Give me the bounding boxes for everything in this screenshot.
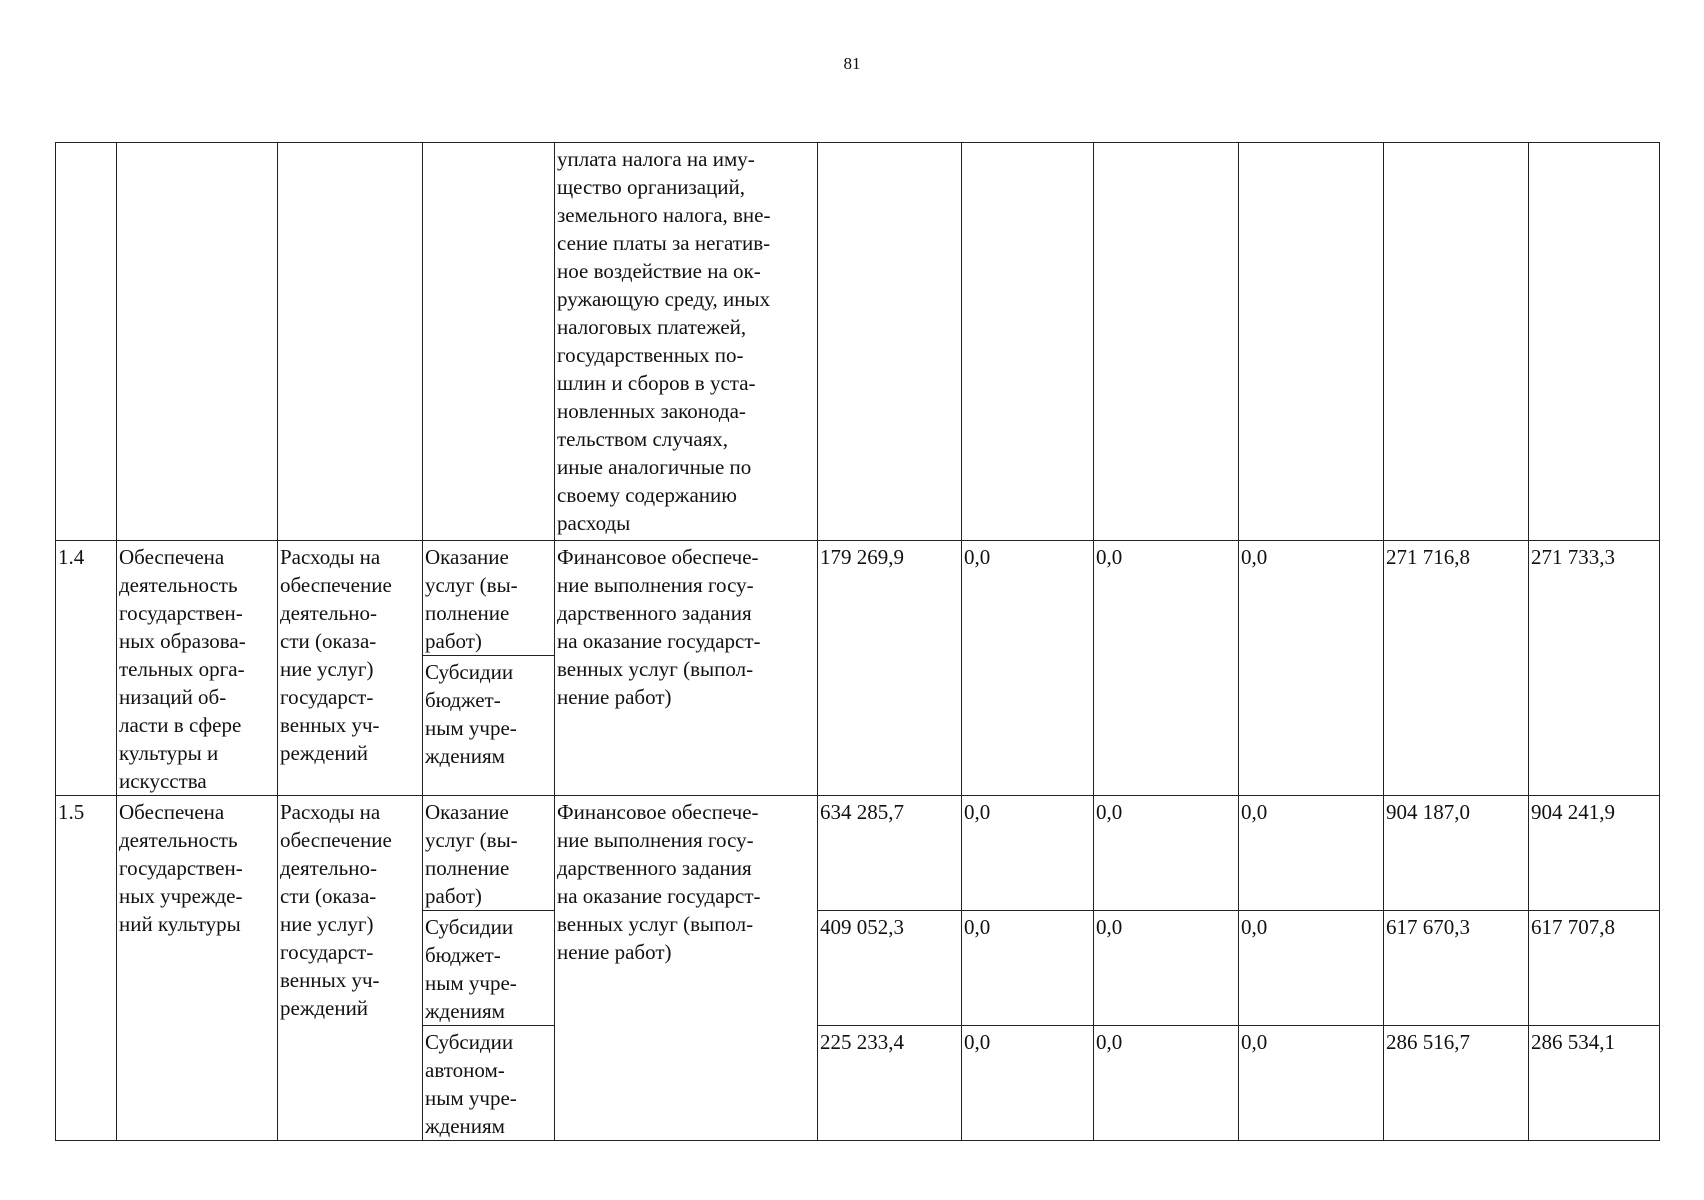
table-row	[56, 541, 1660, 656]
cell-value: 0,0	[1094, 911, 1239, 1026]
budget-table	[55, 142, 1660, 1141]
page-number: 81	[843, 54, 861, 73]
cell-type: Оказание услуг (вы- полнение работ)	[423, 541, 555, 656]
cell-num: 1.5	[56, 796, 117, 1141]
cell-description: уплата налога на иму- щество организаций, земельного налога, вне- сение платы за негатив- ное воздействие на ок- ружающую среду, иных налоговых платежей, государственных по- шлин и сборов в уста- новленных законода- тельством случаях, иные аналогичные по своему содержанию расходы	[555, 143, 818, 541]
cell-type: Субсидии автоном- ным учре- ждениям	[423, 1026, 555, 1141]
cell-value: 0,0	[962, 1026, 1094, 1141]
cell-num: 1.4	[56, 541, 117, 796]
cell-result	[117, 143, 278, 541]
cell-value	[1239, 143, 1384, 541]
cell-value: 0,0	[962, 911, 1094, 1026]
cell-value	[818, 143, 962, 541]
cell-value: 225 233,4	[818, 1026, 962, 1141]
cell-expense	[278, 143, 423, 541]
cell-type: Оказание услуг (вы- полнение работ)	[423, 796, 555, 911]
cell-value: 617 670,3	[1384, 911, 1529, 1026]
cell-value: 271 716,8	[1384, 541, 1529, 796]
cell-value: 286 534,1	[1529, 1026, 1660, 1141]
cell-value: 179 269,9	[818, 541, 962, 796]
cell-value: 0,0	[962, 541, 1094, 796]
cell-value: 0,0	[1094, 796, 1239, 911]
cell-value: 617 707,8	[1529, 911, 1660, 1026]
cell-value	[1529, 143, 1660, 541]
cell-value: 409 052,3	[818, 911, 962, 1026]
cell-value: 904 187,0	[1384, 796, 1529, 911]
cell-expense: Расходы на обеспечение деятельно- сти (оказа- ние услуг) государст- венных уч- реждений	[278, 541, 423, 796]
cell-value: 0,0	[1239, 911, 1384, 1026]
cell-value: 0,0	[1094, 1026, 1239, 1141]
cell-num	[56, 143, 117, 541]
cell-value: 634 285,7	[818, 796, 962, 911]
cell-type: Субсидии бюджет- ным учре- ждениям	[423, 656, 555, 796]
cell-value	[1094, 143, 1239, 541]
cell-value: 286 516,7	[1384, 1026, 1529, 1141]
cell-value: 0,0	[1239, 796, 1384, 911]
cell-value	[1384, 143, 1529, 541]
cell-description: Финансовое обеспече- ние выполнения госу- дарственного задания на оказание государст- венных услуг (выпол- нение работ)	[555, 796, 818, 1141]
cell-value: 0,0	[1094, 541, 1239, 796]
cell-description: Финансовое обеспече- ние выполнения госу- дарственного задания на оказание государст- венных услуг (выпол- нение работ)	[555, 541, 818, 796]
table-row	[56, 796, 1660, 911]
cell-type: Субсидии бюджет- ным учре- ждениям	[423, 911, 555, 1026]
cell-value	[962, 143, 1094, 541]
cell-result: Обеспечена деятельность государствен- ных образова- тельных орга- низаций об- ласти в сфере культуры и искусства	[117, 541, 278, 796]
cell-type	[423, 143, 555, 541]
cell-value: 0,0	[962, 796, 1094, 911]
cell-value: 271 733,3	[1529, 541, 1660, 796]
cell-value: 0,0	[1239, 1026, 1384, 1141]
table-row	[56, 143, 1660, 541]
cell-value: 904 241,9	[1529, 796, 1660, 911]
cell-expense: Расходы на обеспечение деятельно- сти (оказа- ние услуг) государст- венных уч- реждений	[278, 796, 423, 1141]
cell-value: 0,0	[1239, 541, 1384, 796]
cell-result: Обеспечена деятельность государствен- ных учрежде- ний культуры	[117, 796, 278, 1141]
